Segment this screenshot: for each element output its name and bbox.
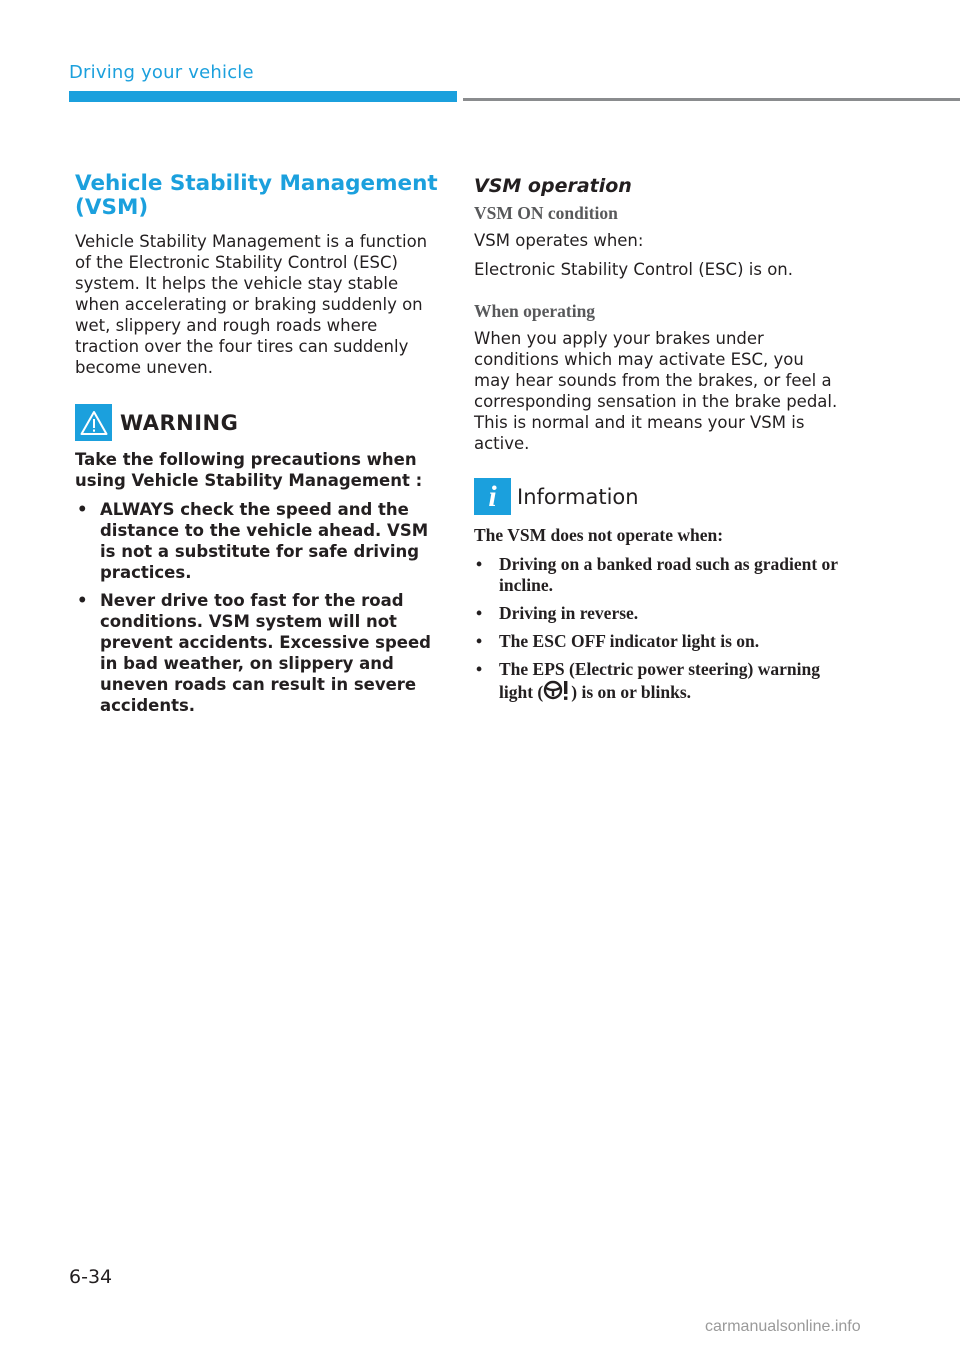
bullet-icon: • [476, 631, 483, 651]
operating-heading: When operating [474, 301, 596, 321]
warning-triangle-icon [75, 404, 112, 441]
header-accent-bar [69, 91, 457, 102]
operating-paragraph: When you apply your brakes under conditions which may activate ESC, you may hear sounds from the brakes, or feel a corresponding sensation in the brake pedal. This is normal and it means your VSM is active. [474, 329, 838, 453]
warning-label: WARNING [120, 410, 239, 435]
eps-warning-icon [543, 680, 571, 707]
running-header: Driving your vehicle [69, 62, 254, 83]
info-lead: The VSM does not operate when: [474, 525, 724, 545]
info-icon: i [474, 478, 511, 515]
bullet-icon: • [476, 554, 483, 574]
list-item: • Driving in reverse. [476, 603, 639, 623]
list-item: • The ESC OFF indicator light is on. [476, 631, 760, 651]
right-column [474, 172, 839, 714]
list-item: • ALWAYS check the speed and the distance to the vehicle ahead. VSM is not a substitute for safe driving practices. [77, 500, 429, 583]
page-number: 6-34 [69, 1266, 113, 1288]
info-list [474, 554, 839, 707]
list-item: • Never drive too fast for the road conditions. VSM system will not prevent accidents. Excessive speed in bad weather, on slippery and uneven roads can result in severe accidents. [77, 591, 431, 716]
subsection-title: VSM operation [474, 175, 632, 197]
bullet-icon: • [476, 659, 483, 679]
bullet-icon: • [77, 591, 88, 611]
esc-on-text: Electronic Stability Control (ESC) is on. [474, 260, 793, 279]
left-column [75, 172, 440, 723]
section-title: Vehicle Stability Management (VSM) [75, 171, 438, 221]
intro-paragraph: Vehicle Stability Management is a function of the Electronic Stability Control (ESC) system. It helps the vehicle stay stable when accelerating or braking suddenly on wet, slippery and rough roads where traction over the four tires can suddenly become uneven. [75, 232, 428, 378]
bullet-icon: • [77, 500, 88, 520]
watermark: carmanualsonline.info [705, 1318, 861, 1335]
warning-header [75, 404, 440, 441]
bullet-icon: • [476, 603, 483, 623]
information-header [474, 478, 839, 515]
list-item: • The EPS (Electric power steering) warning light ( ) is on or blinks. [474, 659, 839, 707]
warning-list [75, 499, 440, 716]
list-item: • Driving on a banked road such as gradient or incline. [476, 554, 838, 595]
information-label: Information [517, 484, 639, 509]
on-condition-heading: VSM ON condition [474, 203, 618, 223]
header-rule [463, 98, 960, 101]
warning-lead: Take the following precautions when using Vehicle Stability Management : [75, 450, 423, 491]
operates-when-text: VSM operates when: [474, 231, 644, 250]
